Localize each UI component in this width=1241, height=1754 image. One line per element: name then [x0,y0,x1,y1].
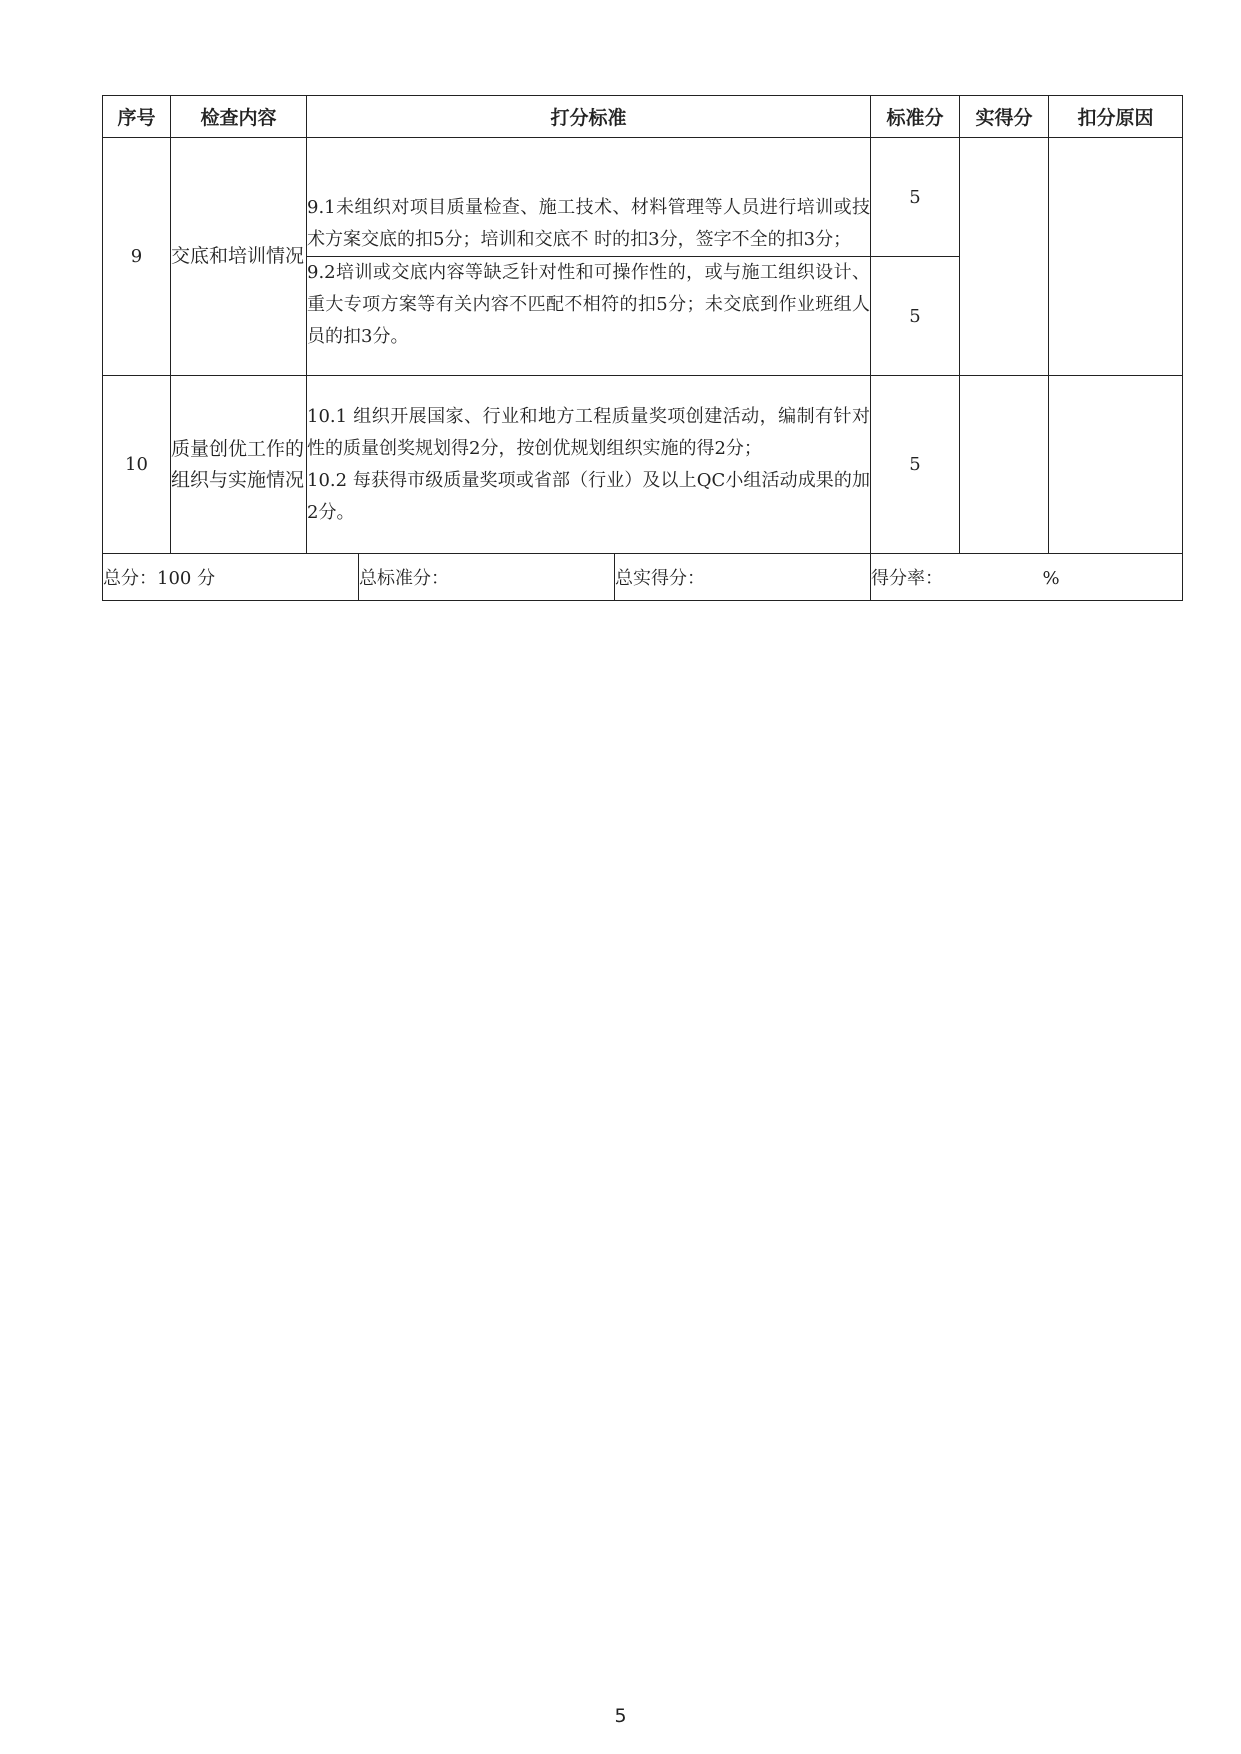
score-rate-label: 得分率： [871,568,943,589]
score-sheet [102,95,1154,601]
table-footer-row [103,554,1183,601]
row-no: 9 [103,138,171,376]
row-no: 10 [103,376,171,554]
score-rate[interactable] [871,554,1183,601]
header-actual-score: 实得分 [960,96,1049,138]
criteria-line: 10.1 组织开展国家、行业和地方工程质量奖项创建活动，编制有针对性的质量创奖规划得2分，按创优规划组织实施的得2分； [307,405,870,459]
criteria-text: 9.1未组织对项目质量检查、施工技术、材料管理等人员进行培训或技术方案交底的扣5分；培训和交底不 时的扣3分，签字不全的扣3分； [307,138,871,257]
percent-sign: % [1042,568,1060,589]
table-header-row [103,96,1183,138]
page-number: 5 [614,1705,627,1727]
criteria-text: 9.2培训或交底内容等缺乏针对性和可操作性的，或与施工组织设计、重大专项方案等有关内容不匹配不相符的扣5分；未交底到作业班组人员的扣3分。 [307,257,871,376]
actual-score-cell[interactable] [960,376,1049,554]
standard-score: 5 [871,376,960,554]
row-item: 质量创优工作的组织与实施情况 [171,376,307,554]
inspection-score-table [102,95,1183,601]
criteria-line: 10.2 每获得市级质量奖项或省部（行业）及以上QC小组活动成果的加2分。 [307,469,870,523]
table-row [103,138,1183,257]
criteria-text [307,376,871,554]
total-actual-score[interactable]: 总实得分： [615,554,871,601]
table-row [103,376,1183,554]
header-standard: 打分标准 [307,96,871,138]
header-item: 检查内容 [171,96,307,138]
total-standard-score[interactable]: 总标准分： [359,554,615,601]
standard-score: 5 [871,257,960,376]
standard-score: 5 [871,138,960,257]
deduct-reason-cell[interactable] [1049,138,1183,376]
deduct-reason-cell[interactable] [1049,376,1183,554]
actual-score-cell[interactable] [960,138,1049,376]
row-item: 交底和培训情况 [171,138,307,376]
total-score: 总分：100 分 [103,554,359,601]
header-std-score: 标准分 [871,96,960,138]
header-no: 序号 [103,96,171,138]
header-deduct-reason: 扣分原因 [1049,96,1183,138]
